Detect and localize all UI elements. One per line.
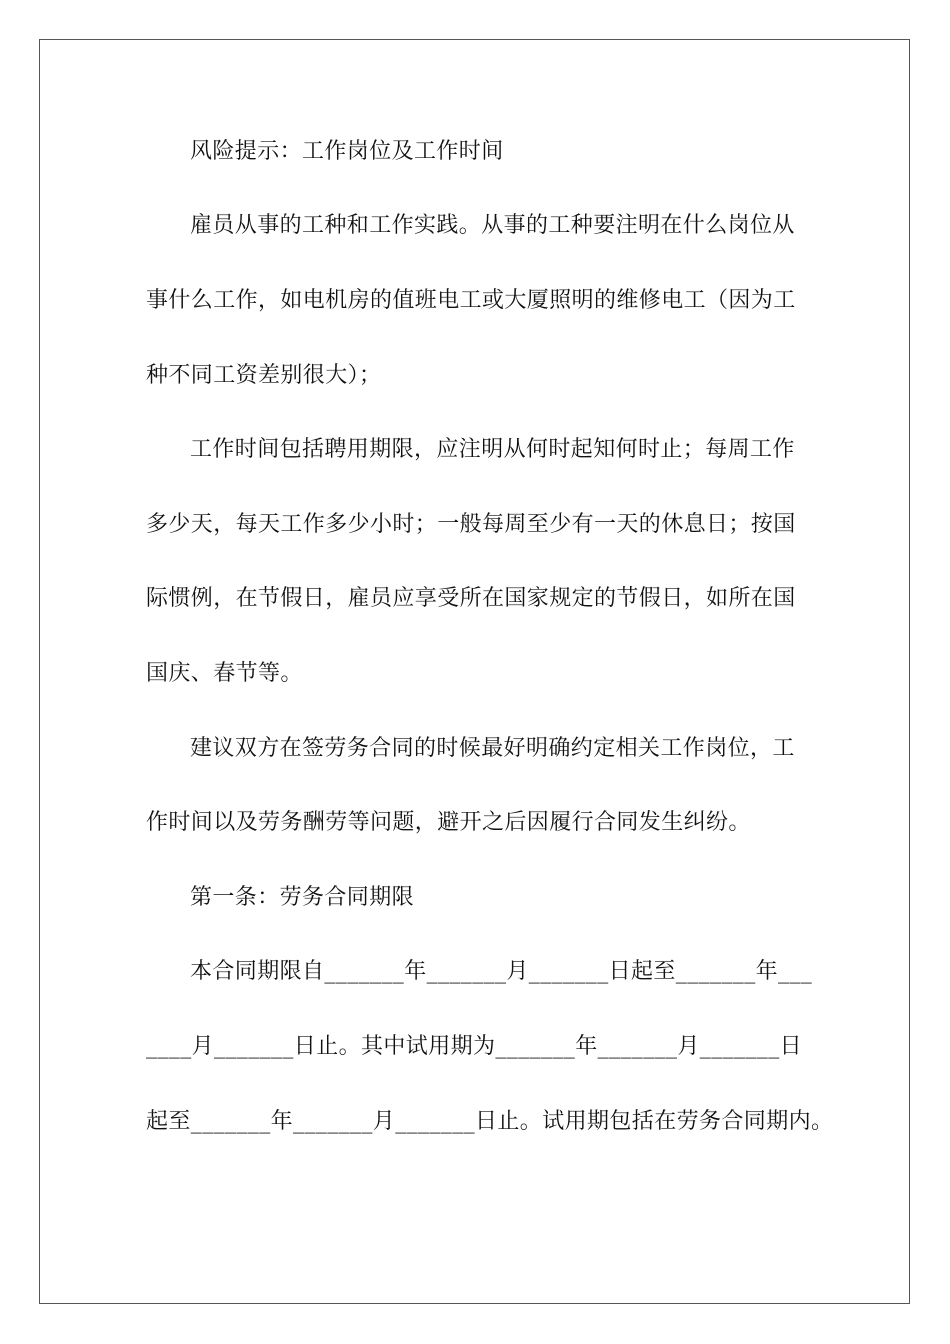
paragraph-line: 工作时间包括聘用期限，应注明从何时起知何时止；每周工作 bbox=[190, 437, 795, 462]
paragraph-line: 雇员从事的工种和工作实践。从事的工种要注明在什么岗位从 bbox=[190, 213, 795, 238]
paragraph-line: 本合同期限自_______年_______月_______日起至_______年___ bbox=[190, 959, 813, 984]
paragraph-line: 起至_______年_______月_______日止。试用期包括在劳务合同期内。 bbox=[146, 1109, 834, 1134]
paragraph-line: 作时间以及劳务酬劳等问题，避开之后因履行合同发生纠纷。 bbox=[146, 810, 751, 835]
paragraph-line: ____月_______日止。其中试用期为_______年_______月_______日 bbox=[146, 1034, 803, 1059]
paragraph-line: 建议双方在签劳务合同的时候最好明确约定相关工作岗位，工 bbox=[190, 736, 795, 761]
risk-heading: 风险提示：工作岗位及工作时间 bbox=[190, 139, 504, 164]
paragraph-line: 国庆、春节等。 bbox=[146, 661, 303, 686]
article-heading: 第一条：劳务合同期限 bbox=[190, 885, 415, 910]
paragraph-line: 多少天，每天工作多少小时；一般每周至少有一天的休息日；按国 bbox=[146, 512, 796, 537]
paragraph-line: 际惯例，在节假日，雇员应享受所在国家规定的节假日，如所在国 bbox=[146, 586, 796, 611]
paragraph-line: 种不同工资差别很大）； bbox=[146, 363, 382, 388]
paragraph-line: 事什么工作，如电机房的值班电工或大厦照明的维修电工（因为工 bbox=[146, 288, 796, 313]
